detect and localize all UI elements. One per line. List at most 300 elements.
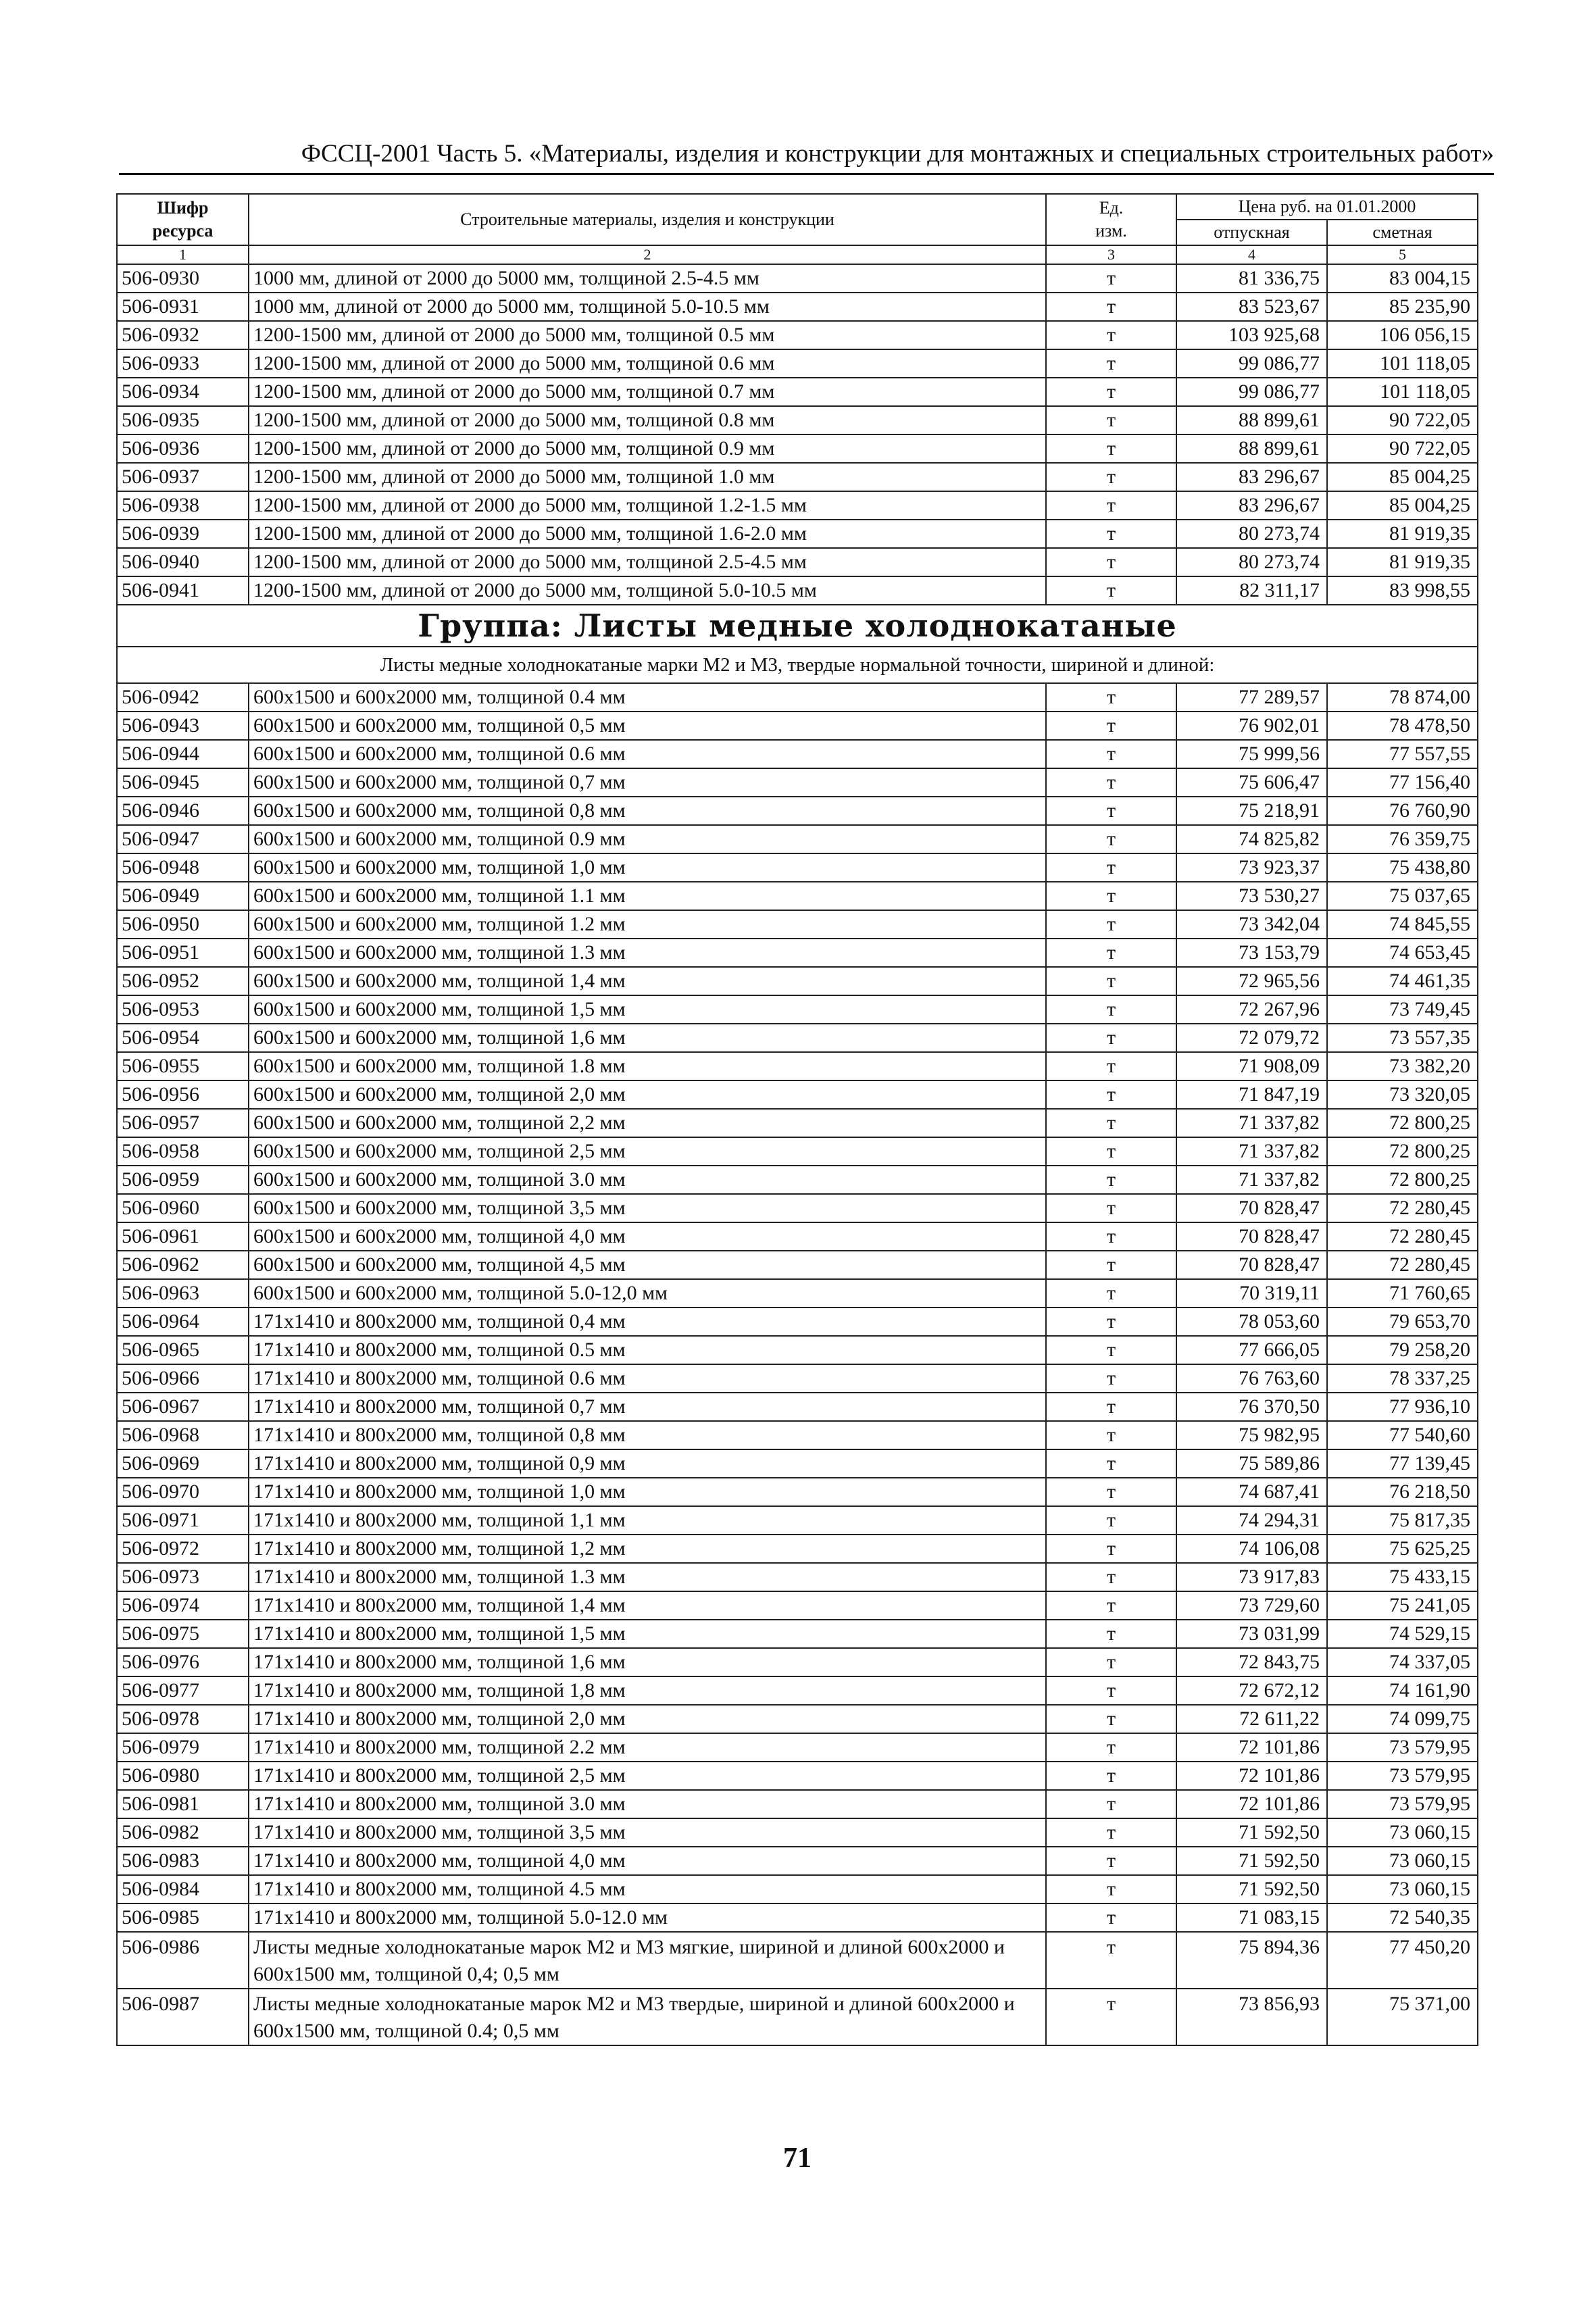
material-name-cell: 1200-1500 мм, длиной от 2000 до 5000 мм, толщиной 0.5 мм	[249, 321, 1046, 349]
estimate-price-cell: 81 919,35	[1327, 548, 1478, 576]
resource-code-cell: 506-0930	[117, 264, 249, 293]
resource-code-cell: 506-0954	[117, 1024, 249, 1052]
release-price-cell: 72 101,86	[1176, 1790, 1327, 1818]
unit-cell: т	[1046, 349, 1176, 378]
resource-code-cell: 506-0973	[117, 1563, 249, 1591]
column-numbers-row	[117, 245, 1478, 264]
estimate-price-cell: 78 874,00	[1327, 683, 1478, 712]
resource-code-cell: 506-0977	[117, 1676, 249, 1705]
resource-code-cell: 506-0966	[117, 1364, 249, 1393]
table-row	[117, 1875, 1478, 1903]
estimate-price-cell: 75 817,35	[1327, 1506, 1478, 1535]
resource-code-cell: 506-0934	[117, 378, 249, 406]
unit-cell: т	[1046, 378, 1176, 406]
release-price-cell: 75 606,47	[1176, 768, 1327, 797]
unit-cell: т	[1046, 1393, 1176, 1421]
release-price-cell: 103 925,68	[1176, 321, 1327, 349]
unit-cell: т	[1046, 321, 1176, 349]
estimate-price-cell: 77 540,60	[1327, 1421, 1478, 1449]
material-name-cell: 171x1410 и 800x2000 мм, толщиной 2,0 мм	[249, 1705, 1046, 1733]
material-name-cell: 171x1410 и 800x2000 мм, толщиной 3.0 мм	[249, 1790, 1046, 1818]
release-price-cell: 81 336,75	[1176, 264, 1327, 293]
resource-code-cell: 506-0959	[117, 1166, 249, 1194]
table-row	[117, 293, 1478, 321]
table-row	[117, 1194, 1478, 1222]
unit-cell: т	[1046, 1109, 1176, 1137]
material-name-cell: 600x1500 и 600x2000 мм, толщиной 3,5 мм	[249, 1194, 1046, 1222]
estimate-price-cell: 72 540,35	[1327, 1903, 1478, 1932]
resource-code-cell: 506-0936	[117, 434, 249, 463]
release-price-cell: 75 894,36	[1176, 1932, 1327, 1989]
release-price-cell: 77 666,05	[1176, 1336, 1327, 1364]
resource-code-cell: 506-0979	[117, 1733, 249, 1762]
release-price-cell: 83 296,67	[1176, 463, 1327, 491]
release-price-cell: 76 370,50	[1176, 1393, 1327, 1421]
release-price-cell: 75 982,95	[1176, 1421, 1327, 1449]
table-row	[117, 463, 1478, 491]
material-name-cell: 1200-1500 мм, длиной от 2000 до 5000 мм, толщиной 0.9 мм	[249, 434, 1046, 463]
resource-code-cell: 506-0982	[117, 1818, 249, 1847]
unit-cell: т	[1046, 1790, 1176, 1818]
release-price-cell: 73 917,83	[1176, 1563, 1327, 1591]
resource-code-cell: 506-0960	[117, 1194, 249, 1222]
table-row	[117, 1790, 1478, 1818]
estimate-price-cell: 101 118,05	[1327, 378, 1478, 406]
release-price-cell: 73 031,99	[1176, 1620, 1327, 1648]
release-price-cell: 83 523,67	[1176, 293, 1327, 321]
material-name-cell: 171x1410 и 800x2000 мм, толщиной 2.2 мм	[249, 1733, 1046, 1762]
column-number: 5	[1327, 245, 1478, 264]
release-price-cell: 76 902,01	[1176, 712, 1327, 740]
estimate-price-cell: 77 557,55	[1327, 740, 1478, 768]
release-price-cell: 71 083,15	[1176, 1903, 1327, 1932]
release-price-cell: 72 965,56	[1176, 967, 1327, 995]
unit-cell: т	[1046, 882, 1176, 910]
table-row	[117, 1989, 1478, 2045]
column-header-code-line1: Шифр	[157, 198, 209, 218]
estimate-price-cell: 78 478,50	[1327, 712, 1478, 740]
table-body-section-a	[117, 264, 1478, 605]
material-name-cell: 600x1500 и 600x2000 мм, толщиной 4,0 мм	[249, 1222, 1046, 1251]
material-name-cell: 600x1500 и 600x2000 мм, толщиной 0,7 мм	[249, 768, 1046, 797]
price-table	[116, 193, 1478, 2046]
estimate-price-cell: 85 004,25	[1327, 463, 1478, 491]
estimate-price-cell: 74 099,75	[1327, 1705, 1478, 1733]
column-number: 4	[1176, 245, 1327, 264]
release-price-cell: 74 294,31	[1176, 1506, 1327, 1535]
estimate-price-cell: 76 218,50	[1327, 1478, 1478, 1506]
column-number: 1	[117, 245, 249, 264]
table-row	[117, 1478, 1478, 1506]
resource-code-cell: 506-0938	[117, 491, 249, 520]
release-price-cell: 72 843,75	[1176, 1648, 1327, 1676]
release-price-cell: 70 828,47	[1176, 1251, 1327, 1279]
table-row	[117, 1308, 1478, 1336]
column-header-code	[117, 194, 249, 245]
resource-code-cell: 506-0981	[117, 1790, 249, 1818]
resource-code-cell: 506-0935	[117, 406, 249, 434]
resource-code-cell: 506-0939	[117, 520, 249, 548]
unit-cell: т	[1046, 520, 1176, 548]
estimate-price-cell: 73 060,15	[1327, 1847, 1478, 1875]
unit-cell: т	[1046, 1733, 1176, 1762]
release-price-cell: 74 687,41	[1176, 1478, 1327, 1506]
resource-code-cell: 506-0943	[117, 712, 249, 740]
release-price-cell: 71 592,50	[1176, 1847, 1327, 1875]
release-price-cell: 71 337,82	[1176, 1109, 1327, 1137]
unit-cell: т	[1046, 740, 1176, 768]
resource-code-cell: 506-0944	[117, 740, 249, 768]
material-name-cell: 171x1410 и 800x2000 мм, толщиной 0,9 мм	[249, 1449, 1046, 1478]
unit-cell: т	[1046, 1875, 1176, 1903]
table-row	[117, 1563, 1478, 1591]
material-name-cell: 1000 мм, длиной от 2000 до 5000 мм, толщиной 2.5-4.5 мм	[249, 264, 1046, 293]
release-price-cell: 74 825,82	[1176, 825, 1327, 853]
resource-code-cell: 506-0949	[117, 882, 249, 910]
unit-cell: т	[1046, 1364, 1176, 1393]
estimate-price-cell: 79 653,70	[1327, 1308, 1478, 1336]
table-body-group	[117, 605, 1478, 683]
material-name-cell: 171x1410 и 800x2000 мм, толщиной 1.3 мм	[249, 1563, 1046, 1591]
material-name-cell: 1200-1500 мм, длиной от 2000 до 5000 мм, толщиной 1.6-2.0 мм	[249, 520, 1046, 548]
unit-cell: т	[1046, 1563, 1176, 1591]
material-name-cell: 600x1500 и 600x2000 мм, толщиной 0,5 мм	[249, 712, 1046, 740]
material-name-cell: 171x1410 и 800x2000 мм, толщиной 1,0 мм	[249, 1478, 1046, 1506]
table-row	[117, 1535, 1478, 1563]
estimate-price-cell: 72 800,25	[1327, 1109, 1478, 1137]
column-header-name: Строительные материалы, изделия и конструкции	[249, 194, 1046, 245]
material-name-cell: 1200-1500 мм, длиной от 2000 до 5000 мм, толщиной 5.0-10.5 мм	[249, 576, 1046, 605]
unit-cell: т	[1046, 1308, 1176, 1336]
estimate-price-cell: 73 557,35	[1327, 1024, 1478, 1052]
estimate-price-cell: 74 337,05	[1327, 1648, 1478, 1676]
estimate-price-cell: 74 529,15	[1327, 1620, 1478, 1648]
unit-cell: т	[1046, 548, 1176, 576]
unit-cell: т	[1046, 1903, 1176, 1932]
table-row	[117, 1733, 1478, 1762]
resource-code-cell: 506-0956	[117, 1080, 249, 1109]
group-title: Группа: Листы медные холоднокатаные	[117, 605, 1478, 647]
table-row	[117, 683, 1478, 712]
unit-cell: т	[1046, 1052, 1176, 1080]
column-number: 2	[249, 245, 1046, 264]
release-price-cell: 76 763,60	[1176, 1364, 1327, 1393]
estimate-price-cell: 73 060,15	[1327, 1818, 1478, 1847]
column-header-unit	[1046, 194, 1176, 245]
estimate-price-cell: 72 800,25	[1327, 1166, 1478, 1194]
resource-code-cell: 506-0951	[117, 939, 249, 967]
material-name-cell: 600x1500 и 600x2000 мм, толщиной 1.2 мм	[249, 910, 1046, 939]
material-name-cell: 600x1500 и 600x2000 мм, толщиной 0.9 мм	[249, 825, 1046, 853]
release-price-cell: 80 273,74	[1176, 520, 1327, 548]
resource-code-cell: 506-0941	[117, 576, 249, 605]
table-row	[117, 1024, 1478, 1052]
resource-code-cell: 506-0984	[117, 1875, 249, 1903]
estimate-price-cell: 73 320,05	[1327, 1080, 1478, 1109]
material-name-cell: 600x1500 и 600x2000 мм, толщиной 3.0 мм	[249, 1166, 1046, 1194]
material-name-cell: 171x1410 и 800x2000 мм, толщиной 1,6 мм	[249, 1648, 1046, 1676]
release-price-cell: 73 729,60	[1176, 1591, 1327, 1620]
table-row	[117, 1080, 1478, 1109]
estimate-price-cell: 106 056,15	[1327, 321, 1478, 349]
estimate-price-cell: 76 359,75	[1327, 825, 1478, 853]
estimate-price-cell: 83 004,15	[1327, 264, 1478, 293]
release-price-cell: 73 856,93	[1176, 1989, 1327, 2045]
resource-code-cell: 506-0942	[117, 683, 249, 712]
release-price-cell: 88 899,61	[1176, 434, 1327, 463]
release-price-cell: 72 611,22	[1176, 1705, 1327, 1733]
resource-code-cell: 506-0968	[117, 1421, 249, 1449]
table-row	[117, 520, 1478, 548]
material-name-cell: 600x1500 и 600x2000 мм, толщиной 1,4 мм	[249, 967, 1046, 995]
material-name-cell: 600x1500 и 600x2000 мм, толщиной 1.3 мм	[249, 939, 1046, 967]
release-price-cell: 80 273,74	[1176, 548, 1327, 576]
unit-cell: т	[1046, 1421, 1176, 1449]
unit-cell: т	[1046, 768, 1176, 797]
table-row	[117, 853, 1478, 882]
unit-cell: т	[1046, 1222, 1176, 1251]
material-name-cell: 600x1500 и 600x2000 мм, толщиной 1.8 мм	[249, 1052, 1046, 1080]
release-price-cell: 71 337,82	[1176, 1137, 1327, 1166]
unit-cell: т	[1046, 1989, 1176, 2045]
table-row	[117, 406, 1478, 434]
estimate-price-cell: 77 139,45	[1327, 1449, 1478, 1478]
unit-cell: т	[1046, 1648, 1176, 1676]
estimate-price-cell: 77 936,10	[1327, 1393, 1478, 1421]
unit-cell: т	[1046, 1932, 1176, 1989]
unit-cell: т	[1046, 1194, 1176, 1222]
unit-cell: т	[1046, 463, 1176, 491]
table-row	[117, 1705, 1478, 1733]
estimate-price-cell: 74 461,35	[1327, 967, 1478, 995]
resource-code-cell: 506-0932	[117, 321, 249, 349]
table-row	[117, 1818, 1478, 1847]
unit-cell: т	[1046, 264, 1176, 293]
resource-code-cell: 506-0965	[117, 1336, 249, 1364]
estimate-price-cell: 75 433,15	[1327, 1563, 1478, 1591]
table-row	[117, 491, 1478, 520]
unit-cell: т	[1046, 491, 1176, 520]
estimate-price-cell: 73 579,95	[1327, 1733, 1478, 1762]
unit-cell: т	[1046, 1024, 1176, 1052]
material-name-cell: 1200-1500 мм, длиной от 2000 до 5000 мм, толщиной 0.6 мм	[249, 349, 1046, 378]
unit-cell: т	[1046, 1506, 1176, 1535]
column-header-unit-line2: изм.	[1095, 221, 1127, 241]
estimate-price-cell: 73 749,45	[1327, 995, 1478, 1024]
estimate-price-cell: 75 241,05	[1327, 1591, 1478, 1620]
page-number: 71	[783, 2143, 812, 2174]
table-row	[117, 1393, 1478, 1421]
material-name-cell: 171x1410 и 800x2000 мм, толщиной 4.5 мм	[249, 1875, 1046, 1903]
resource-code-cell: 506-0957	[117, 1109, 249, 1137]
table-row	[117, 1421, 1478, 1449]
column-header-unit-line1: Ед.	[1099, 198, 1124, 218]
material-name-cell: 600x1500 и 600x2000 мм, толщиной 0,8 мм	[249, 797, 1046, 825]
estimate-price-cell: 73 060,15	[1327, 1875, 1478, 1903]
estimate-price-cell: 71 760,65	[1327, 1279, 1478, 1308]
estimate-price-cell: 74 845,55	[1327, 910, 1478, 939]
unit-cell: т	[1046, 576, 1176, 605]
material-name-cell: 171x1410 и 800x2000 мм, толщиной 5.0-12.0 мм	[249, 1903, 1046, 1932]
table-row	[117, 576, 1478, 605]
resource-code-cell: 506-0986	[117, 1932, 249, 1989]
resource-code-cell: 506-0978	[117, 1705, 249, 1733]
column-header-estimate-price: сметная	[1327, 220, 1478, 245]
estimate-price-cell: 76 760,90	[1327, 797, 1478, 825]
column-header-release-price: отпускная	[1176, 220, 1327, 245]
resource-code-cell: 506-0950	[117, 910, 249, 939]
material-name-cell: 1200-1500 мм, длиной от 2000 до 5000 мм, толщиной 2.5-4.5 мм	[249, 548, 1046, 576]
material-name-cell: 171x1410 и 800x2000 мм, толщиной 0,4 мм	[249, 1308, 1046, 1336]
release-price-cell: 72 267,96	[1176, 995, 1327, 1024]
release-price-cell: 74 106,08	[1176, 1535, 1327, 1563]
material-name-cell: 600x1500 и 600x2000 мм, толщиной 1,0 мм	[249, 853, 1046, 882]
unit-cell: т	[1046, 995, 1176, 1024]
unit-cell: т	[1046, 939, 1176, 967]
resource-code-cell: 506-0971	[117, 1506, 249, 1535]
resource-code-cell: 506-0967	[117, 1393, 249, 1421]
unit-cell: т	[1046, 712, 1176, 740]
table-row	[117, 825, 1478, 853]
resource-code-cell: 506-0953	[117, 995, 249, 1024]
unit-cell: т	[1046, 1478, 1176, 1506]
estimate-price-cell: 72 280,45	[1327, 1251, 1478, 1279]
material-name-cell: 171x1410 и 800x2000 мм, толщиной 1,5 мм	[249, 1620, 1046, 1648]
table-row	[117, 1648, 1478, 1676]
release-price-cell: 70 828,47	[1176, 1194, 1327, 1222]
resource-code-cell: 506-0937	[117, 463, 249, 491]
column-header-code-line2: ресурса	[152, 221, 214, 241]
resource-code-cell: 506-0958	[117, 1137, 249, 1166]
release-price-cell: 75 999,56	[1176, 740, 1327, 768]
resource-code-cell: 506-0945	[117, 768, 249, 797]
table-row	[117, 768, 1478, 797]
release-price-cell: 78 053,60	[1176, 1308, 1327, 1336]
release-price-cell: 72 101,86	[1176, 1733, 1327, 1762]
resource-code-cell: 506-0975	[117, 1620, 249, 1648]
table-row	[117, 434, 1478, 463]
material-name-cell: 171x1410 и 800x2000 мм, толщиной 4,0 мм	[249, 1847, 1046, 1875]
estimate-price-cell: 79 258,20	[1327, 1336, 1478, 1364]
material-name-cell: 600x1500 и 600x2000 мм, толщиной 1,6 мм	[249, 1024, 1046, 1052]
unit-cell: т	[1046, 1137, 1176, 1166]
table-row	[117, 321, 1478, 349]
material-name-cell: 171x1410 и 800x2000 мм, толщиной 0,7 мм	[249, 1393, 1046, 1421]
release-price-cell: 88 899,61	[1176, 406, 1327, 434]
table-row	[117, 548, 1478, 576]
estimate-price-cell: 85 235,90	[1327, 293, 1478, 321]
table-header-row	[117, 194, 1478, 220]
table-body-section-b	[117, 683, 1478, 1932]
page-header: ФССЦ-2001 Часть 5. «Материалы, изделия и конструкции для монтажных и специальных строительных работ»	[119, 135, 1494, 175]
unit-cell: т	[1046, 1080, 1176, 1109]
material-name-cell: 600x1500 и 600x2000 мм, толщиной 1,5 мм	[249, 995, 1046, 1024]
unit-cell: т	[1046, 1762, 1176, 1790]
material-name-cell: 600x1500 и 600x2000 мм, толщиной 0.6 мм	[249, 740, 1046, 768]
table-row	[117, 1620, 1478, 1648]
resource-code-cell: 506-0961	[117, 1222, 249, 1251]
estimate-price-cell: 81 919,35	[1327, 520, 1478, 548]
table-row	[117, 1847, 1478, 1875]
unit-cell: т	[1046, 1818, 1176, 1847]
group-intro-row	[117, 647, 1478, 683]
release-price-cell: 71 908,09	[1176, 1052, 1327, 1080]
table-row	[117, 1251, 1478, 1279]
table-row	[117, 1932, 1478, 1989]
resource-code-cell: 506-0946	[117, 797, 249, 825]
table-row	[117, 349, 1478, 378]
resource-code-cell: 506-0969	[117, 1449, 249, 1478]
release-price-cell: 71 847,19	[1176, 1080, 1327, 1109]
resource-code-cell: 506-0940	[117, 548, 249, 576]
estimate-price-cell: 75 625,25	[1327, 1535, 1478, 1563]
material-name-cell: 600x1500 и 600x2000 мм, толщиной 5.0-12,0 мм	[249, 1279, 1046, 1308]
resource-code-cell: 506-0933	[117, 349, 249, 378]
table-row	[117, 378, 1478, 406]
table-row	[117, 1676, 1478, 1705]
material-name-cell: 171x1410 и 800x2000 мм, толщиной 1,8 мм	[249, 1676, 1046, 1705]
material-name-cell: 600x1500 и 600x2000 мм, толщиной 2,5 мм	[249, 1137, 1046, 1166]
release-price-cell: 77 289,57	[1176, 683, 1327, 712]
estimate-price-cell: 73 382,20	[1327, 1052, 1478, 1080]
table-row	[117, 882, 1478, 910]
table-row	[117, 1166, 1478, 1194]
table-row	[117, 1052, 1478, 1080]
release-price-cell: 99 086,77	[1176, 378, 1327, 406]
release-price-cell: 71 592,50	[1176, 1875, 1327, 1903]
resource-code-cell: 506-0964	[117, 1308, 249, 1336]
release-price-cell: 82 311,17	[1176, 576, 1327, 605]
estimate-price-cell: 74 161,90	[1327, 1676, 1478, 1705]
release-price-cell: 75 589,86	[1176, 1449, 1327, 1478]
resource-code-cell: 506-0931	[117, 293, 249, 321]
estimate-price-cell: 74 653,45	[1327, 939, 1478, 967]
material-name-cell: 171x1410 и 800x2000 мм, толщиной 0,8 мм	[249, 1421, 1046, 1449]
unit-cell: т	[1046, 1535, 1176, 1563]
table-row	[117, 740, 1478, 768]
material-name-cell: 171x1410 и 800x2000 мм, толщиной 2,5 мм	[249, 1762, 1046, 1790]
table-row	[117, 1279, 1478, 1308]
estimate-price-cell: 73 579,95	[1327, 1790, 1478, 1818]
resource-code-cell: 506-0976	[117, 1648, 249, 1676]
release-price-cell: 71 337,82	[1176, 1166, 1327, 1194]
estimate-price-cell: 85 004,25	[1327, 491, 1478, 520]
resource-code-cell: 506-0955	[117, 1052, 249, 1080]
unit-cell: т	[1046, 967, 1176, 995]
estimate-price-cell: 75 037,65	[1327, 882, 1478, 910]
release-price-cell: 72 079,72	[1176, 1024, 1327, 1052]
table-row	[117, 1506, 1478, 1535]
release-price-cell: 99 086,77	[1176, 349, 1327, 378]
release-price-cell: 71 592,50	[1176, 1818, 1327, 1847]
group-intro: Листы медные холоднокатаные марки М2 и М3, твердые нормальной точности, шириной и длиной:	[117, 647, 1478, 683]
resource-code-cell: 506-0970	[117, 1478, 249, 1506]
table-row	[117, 1336, 1478, 1364]
column-header-price: Цена руб. на 01.01.2000	[1176, 194, 1478, 220]
estimate-price-cell: 101 118,05	[1327, 349, 1478, 378]
material-name-cell: 1200-1500 мм, длиной от 2000 до 5000 мм, толщиной 0.8 мм	[249, 406, 1046, 434]
material-name-cell: 600x1500 и 600x2000 мм, толщиной 0.4 мм	[249, 683, 1046, 712]
material-name-cell: 1200-1500 мм, длиной от 2000 до 5000 мм, толщиной 0.7 мм	[249, 378, 1046, 406]
column-number: 3	[1046, 245, 1176, 264]
table-row	[117, 1222, 1478, 1251]
release-price-cell: 72 101,86	[1176, 1762, 1327, 1790]
table-row	[117, 1137, 1478, 1166]
unit-cell: т	[1046, 825, 1176, 853]
table-row	[117, 1449, 1478, 1478]
material-name-cell: 1200-1500 мм, длиной от 2000 до 5000 мм, толщиной 1.2-1.5 мм	[249, 491, 1046, 520]
table-row	[117, 939, 1478, 967]
